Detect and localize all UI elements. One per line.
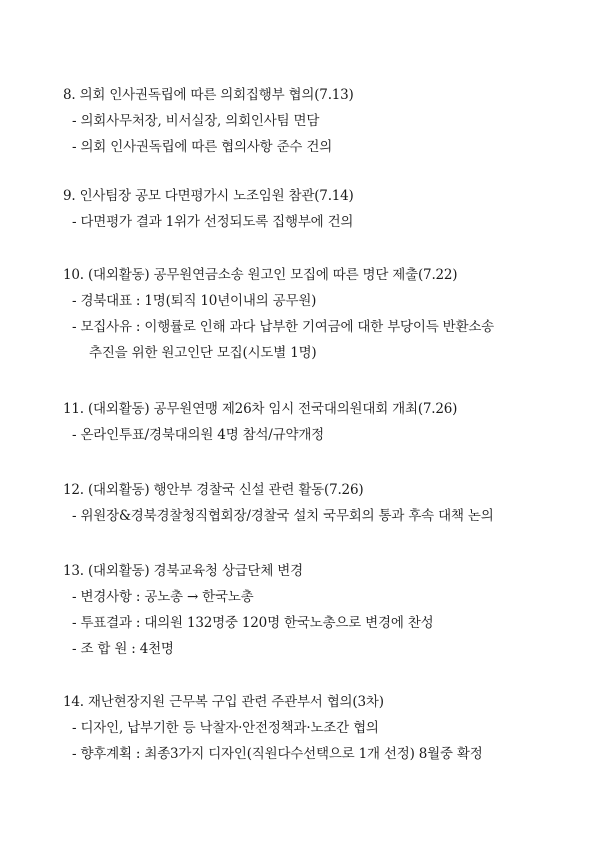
section-heading: 9. 인사팀장 공모 다면평가시 노조임원 참관(7.14) bbox=[63, 188, 354, 204]
section-heading: 11. (대외활동) 공무원연맹 제26차 임시 전국대의원대회 개최(7.26) bbox=[63, 401, 458, 417]
section-item: - 경북대표 : 1명(퇴직 10년이내의 공무원) bbox=[72, 293, 317, 309]
section-heading: 10. (대외활동) 공무원연금소송 원고인 모집에 따른 명단 제출(7.22) bbox=[63, 267, 458, 283]
section-9 bbox=[63, 183, 553, 235]
section-item: - 온라인투표/경북대의원 4명 참석/규약개정 bbox=[72, 427, 325, 443]
section-heading: 8. 의회 인사권독립에 따른 의회집행부 협의(7.13) bbox=[63, 87, 354, 103]
section-item: - 다면평가 결과 1위가 선정되도록 집행부에 건의 bbox=[72, 214, 354, 230]
section-item: - 투표결과 : 대의원 132명중 120명 한국노총으로 변경에 찬성 bbox=[72, 615, 434, 631]
section-heading: 12. (대외활동) 행안부 경찰국 신설 관련 활동(7.26) bbox=[63, 482, 364, 498]
section-12 bbox=[63, 477, 553, 529]
section-8 bbox=[63, 82, 553, 160]
section-item: - 의회사무처장, 비서실장, 의회인사팀 면담 bbox=[72, 113, 320, 129]
section-item-continuation: 추진을 위한 원고인단 모집(시도별 1명) bbox=[89, 345, 317, 361]
section-14 bbox=[63, 689, 553, 767]
section-item: - 조 합 원 : 4천명 bbox=[72, 641, 174, 657]
section-10 bbox=[63, 262, 553, 366]
section-13 bbox=[63, 558, 553, 662]
section-heading: 13. (대외활동) 경북교육청 상급단체 변경 bbox=[63, 563, 303, 579]
section-item: - 향후계획 : 최종3가지 디자인(직원다수선택으로 1개 선정) 8월중 확정 bbox=[72, 746, 483, 762]
section-heading: 14. 재난현장지원 근무복 구입 관련 주관부서 협의(3차) bbox=[63, 694, 384, 710]
section-item: - 의회 인사권독립에 따른 협의사항 준수 건의 bbox=[72, 139, 333, 155]
section-11 bbox=[63, 396, 553, 448]
section-item: - 위원장&경북경찰청직협회장/경찰국 설치 국무회의 통과 후속 대책 논의 bbox=[72, 508, 494, 524]
section-item: - 디자인, 납부기한 등 낙찰자·안전정책과·노조간 협의 bbox=[72, 720, 379, 736]
section-item: - 모집사유 : 이행률로 인해 과다 납부한 기여금에 대한 부당이득 반환소송 bbox=[72, 319, 495, 335]
section-item: - 변경사항 : 공노총 → 한국노총 bbox=[72, 589, 254, 605]
